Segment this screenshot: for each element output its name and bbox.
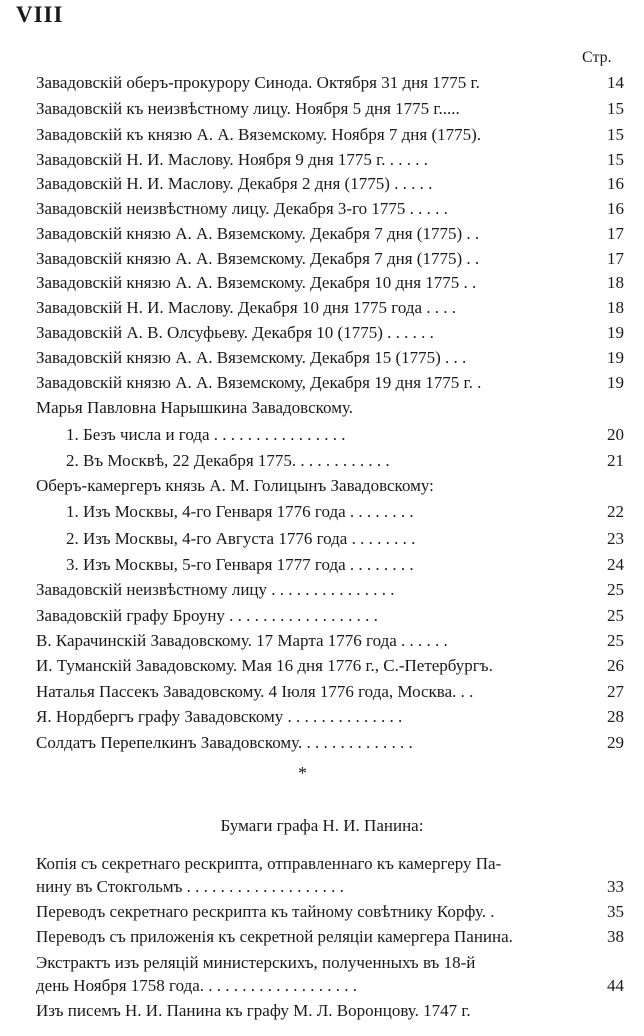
toc-page-24: 26 [607,656,624,675]
toc-entry-1: Завадовскій оберъ-прокурору Синода. Октября 31 дня 1775 г. [36,73,480,92]
toc-page-6: 16 [607,199,624,218]
section-page-3: 35 [607,902,624,921]
toc-page-23: 25 [607,631,624,650]
toc-page-8: 17 [607,249,624,268]
toc-entry-11: Завадовскій А. В. Олсуфьеву. Декабря 10 (1775) . . . . . . [36,323,434,342]
toc-page-25: 27 [607,682,624,701]
toc-page-27: 29 [607,733,624,752]
section-title: Бумаги графа Н. И. Панина: [220,816,424,835]
toc-page-26: 28 [607,707,624,726]
toc-entry-12: Завадовскій князю А. А. Вяземскому. Декабря 15 (1775) . . . [36,348,467,367]
section-entry-5: Экстрактъ изъ реляцій министерскихъ, полученныхъ въ 18-й [36,953,476,972]
toc-subentry-4: 2. Изъ Москвы, 4-го Августа 1776 года . . . . . . . . [66,529,416,548]
toc-page-9: 18 [607,273,624,292]
toc-page-18: 22 [607,502,624,521]
toc-page-20: 24 [607,555,624,574]
toc-subentry-3: 1. Изъ Москвы, 4-го Генваря 1776 года . . . . . . . . [66,502,414,521]
toc-subentry-1: 1. Безъ числа и года . . . . . . . . . . . . . . . . [66,425,346,444]
toc-entry-13: Завадовскій князю А. А. Вяземскому, Декабря 19 дня 1775 г. . [36,373,482,392]
toc-entry-5: Завадовскій Н. И. Маслову. Декабря 2 дня (1775) . . . . . [36,174,433,193]
toc-subentry-2: 2. Въ Москвѣ, 22 Декабря 1775. . . . . . . . . . . . [66,451,390,470]
toc-page-1: 14 [607,73,624,92]
page-number: VIII [16,2,64,27]
toc-subentry-5: 3. Изъ Москвы, 5-го Генваря 1777 года . . . . . . . . [66,555,414,574]
toc-page-15: 20 [607,425,624,444]
toc-entry-9: Завадовскій князю А. А. Вяземскому. Декабря 10 дня 1775 . . [36,273,477,292]
toc-page-10: 18 [607,298,624,317]
toc-entry-23: В. Карачинскій Завадовскому. 17 Марта 1776 года . . . . . . [36,631,448,650]
toc-entry-3: Завадовскій къ князю А. А. Вяземскому. Ноября 7 дня (1775). [36,125,482,144]
toc-page-3: 15 [607,125,624,144]
section-page-2: 33 [607,877,624,896]
toc-page-21: 25 [607,580,624,599]
toc-entry-25: Наталья Пассекъ Завадовскому. 4 Іюля 1776 года, Москва. . . [36,682,474,701]
toc-page-11: 19 [607,323,624,342]
section-entry-3: Переводъ секретнаго рескрипта къ тайному совѣтнику Корфу. . [36,902,495,921]
section-page-6: 44 [607,976,624,995]
toc-entry-14: Марья Павловна Нарышкина Завадовскому. [36,398,354,417]
toc-page-7: 17 [607,224,624,243]
toc-entry-2: Завадовскій къ неизвѣстному лицу. Ноября 5 дня 1775 г..... [36,99,460,118]
toc-page-19: 23 [607,529,624,548]
toc-entry-22: Завадовскій графу Броуну . . . . . . . . . . . . . . . . . . [36,606,378,625]
toc-page-5: 16 [607,174,624,193]
toc-entry-26: Я. Нордбергъ графу Завадовскому . . . . . . . . . . . . . . [36,707,403,726]
section-entry-4: Переводъ съ приложенія къ секретной реляціи камергера Панина. [36,927,513,946]
section-entry-2: нину въ Стокгольмъ . . . . . . . . . . . . . . . . . . . [36,877,344,896]
toc-page-13: 19 [607,373,624,392]
toc-entry-6: Завадовскій неизвѣстному лицу. Декабря 3-го 1775 . . . . . [36,199,448,218]
toc-entry-7: Завадовскій князю А. А. Вяземскому. Декабря 7 дня (1775) . . [36,224,480,243]
section-separator: * [298,763,307,783]
section-entry-7: Изъ писемъ Н. И. Панина къ графу М. Л. Воронцову. 1747 г. [36,1001,471,1020]
toc-page-12: 19 [607,348,624,367]
toc-entry-24: И. Туманскій Завадовскому. Мая 16 дня 1776 г., С.-Петербургъ. [36,656,493,675]
toc-entry-27: Солдатъ Перепелкинъ Завадовскому. . . . . . . . . . . . . . [36,733,413,752]
toc-page-16: 21 [607,451,624,470]
toc-entry-4: Завадовскій Н. И. Маслову. Ноября 9 дня 1775 г. . . . . . [36,150,428,169]
page-column-label: Стр. [582,49,612,66]
toc-entry-17: Оберъ-камергеръ князь А. М. Голицынъ Завадовскому: [36,476,434,495]
toc-page-4: 15 [607,150,624,169]
toc-page-2: 15 [607,99,624,118]
toc-page-22: 25 [607,606,624,625]
toc-entry-21: Завадовскій неизвѣстному лицу . . . . . . . . . . . . . . . [36,580,395,599]
toc-entry-8: Завадовскій князю А. А. Вяземскому. Декабря 7 дня (1775) . . [36,249,480,268]
section-page-4: 38 [607,927,624,946]
section-entry-1: Копія съ секретнаго рескрипта, отправленнаго къ камергеру Па- [36,854,502,873]
section-entry-6: день Ноября 1758 года. . . . . . . . . . . . . . . . . . . [36,976,358,995]
toc-entry-10: Завадовскій Н. И. Маслову. Декабря 10 дня 1775 года . . . . [36,298,457,317]
